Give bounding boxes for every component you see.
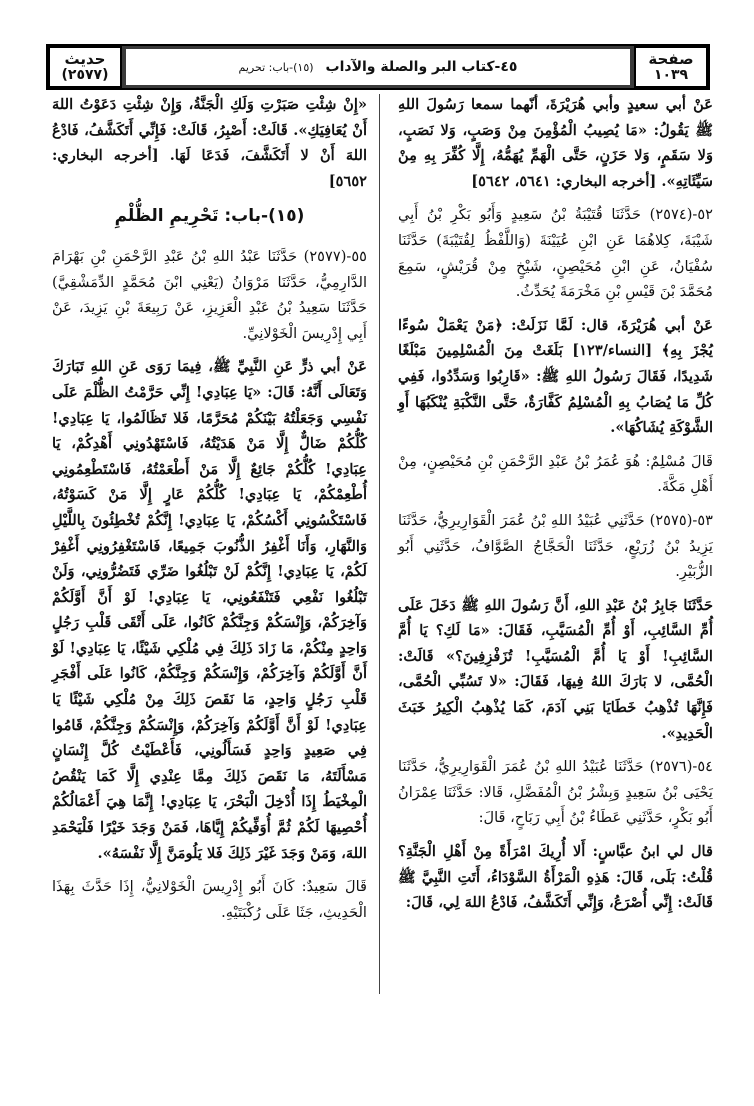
paragraph: قَالَ مُسْلِمٌ: هُوَ عُمَرُ بْنُ عَبْدِ الرَّحْمَنِ بْنِ مُحَيْصِنٍ، مِنْ أَهْلِ مَكَّةَ. xyxy=(398,452,713,496)
left-column xyxy=(52,92,367,933)
hadith-label: حديث xyxy=(64,49,106,68)
column-divider xyxy=(379,94,380,994)
paragraph: عَنْ أبي ذرٍّ عَنِ النَّبِيِّ ﷺ، فِيمَا رَوَى عَنِ اللهِ تَبَارَكَ وَتَعَالَى أَنَّهُ: قَالَ: «يَا عِبَادِي! إِنِّي حَرَّمْتُ الظُّلْمَ عَلَى نَفْسِي وَجَعَلْتُهُ بَيْنَكُمْ مُحَرَّمًا، فَلا تَظَالَمُوا، يَا عِبَادِي! كُلُّكُمْ ضَالٌّ إِلَّا مَنْ هَدَيْتُهُ، فَاسْتَهْدُونِي أَهْدِكُمْ، يَا عِبَادِي! كُلُّكُمْ جَائِعٌ إِلَّا مَنْ أَطْعَمْتُهُ، فَاسْتَطْعِمُونِي أُطْعِمْكُمْ، يَا عِبَادِي! كُلُّكُمْ عَارٍ إِلَّا مَنْ كَسَوْتُهُ، فَاسْتَكْسُونِي أَكْسُكُمْ، يَا عِبَادِي! إِنَّكُمْ تُخْطِئُونَ بِاللَّيْلِ وَالنَّهَارِ، وَأَنَا أَغْفِرُ الذُّنُوبَ جَمِيعًا، فَاسْتَغْفِرُونِي أَغْفِرْ لَكُمْ، يَا عِبَادِي! إِنَّكُمْ لَنْ تَبْلُغُوا ضَرِّي فَتَضُرُّونِي، وَلَنْ تَبْلُغُوا نَفْعِي فَتَنْفَعُونِي، يَا عِبَادِي! لَوْ أَنَّ أَوَّلَكُمْ وَآخِرَكُمْ، وَإِنْسَكُمْ وَجِنَّكُمْ كَانُوا، عَلَى أَتْقَى قَلْبِ رَجُلٍ وَاحِدٍ مِنْكُمْ، مَا زَادَ ذَلِكَ فِي مُلْكِي شَيْئًا، يَا عِبَادِي! لَوْ أَنَّ أَوَّلَكُمْ وَآخِرَكُمْ، وَإِنْسَكُمْ وَجِنَّكُمْ، كَانُوا عَلَى أَفْجَرِ قَلْبِ رَجُلٍ وَاحِدٍ، مَا نَقَصَ ذَلِكَ مِنْ مُلْكِي شَيْئًا يَا عِبَادِي! لَوْ أَنَّ أَوَّلَكُمْ وَآخِرَكُمْ، وَإِنْسَكُمْ وَجِنَّكُمْ، قَامُوا فِي صَعِيدٍ وَاحِدٍ فَسَأَلُونِي، فَأَعْطَيْتُ كُلَّ إِنْسَانٍ مَسْأَلَتَهُ، مَا نَقَصَ ذَلِكَ مِمَّا عِنْدِي إِلَّا كَمَا يَنْقُصُ الْمِخْيَطُ إِذَا أُدْخِلَ الْبَحْرَ، يَا عِبَادِي! إِنَّمَا هِيَ أَعْمَالُكُمْ أُحْصِيهَا لَكُمْ ثُمَّ أُوَفِّيكُمْ إِيَّاهَا، فَمَنْ وَجَدَ خَيْرًا فَلْيَحْمَدِ اللهَ، وَمَنْ وَجَدَ غَيْرَ ذَلِكَ فَلا يَلُومَنَّ إِلَّا نَفْسَهُ». xyxy=(52,358,367,862)
paragraph: قَالَ سَعِيدٌ: كَانَ أَبُو إِدْرِيسَ الْخَوْلانِيُّ، إِذَا حَدَّثَ بِهَذَا الْحَدِيثِ، جَثَا عَلَى رُكْبَتَيْهِ. xyxy=(52,878,367,921)
paragraph: ٥٥-(٢٥٧٧) حَدَّثَنَا عَبْدُ اللهِ بْنُ عَبْدِ الرَّحْمَنِ بْنِ بَهْرَامَ الدَّارِمِيُّ، حَدَّثَنَا مَرْوَانُ (يَعْنِي ابْنَ مُحَمَّدٍ الدِّمَشْقِيَّ) حَدَّثَنَا سَعِيدُ بْنُ عَبْدِ الْعَزِيزِ، عَنْ رَبِيعَةَ بْنِ يَزِيدَ، عَنْ أَبِي إِدْرِيسَ الْخَوْلانِيِّ. xyxy=(52,247,367,342)
right-column xyxy=(398,92,713,924)
paragraph: ٥٣-(٢٥٧٥) حَدَّثَنِي عُبَيْدُ اللهِ بْنُ عُمَرَ الْقَوَارِيرِيُّ، حَدَّثَنَا يَزِيدُ بْنُ زُرَيْعٍ، حَدَّثَنَا الْحَجَّاجُ الصَّوَّافُ، حَدَّثَنِي أَبُو الزُّبَيْرِ. xyxy=(398,511,713,581)
paragraph: «إِنْ شِئْتِ صَبَرْتِ وَلَكِ الْجَنَّةُ، وَإِنْ شِئْتِ دَعَوْتُ اللهَ أَنْ يُعَافِيَكِ». قَالَتْ: أَصْبِرُ، قَالَتْ: فَإِنِّي أَتَكَشَّفُ، فَادْعُ اللهَ أَنْ لا أَتَكَشَّفَ، فَدَعَا لَهَا. [أخرجه البخاري: ٥٦٥٢] xyxy=(52,96,367,190)
paragraph: قال لي ابنُ عبَّاسٍ: أَلا أُرِيكَ امْرَأَةً مِنْ أَهْلِ الْجَنَّةِ؟ قُلْتُ: بَلَى، قَالَ: هَذِهِ الْمَرْأَةُ السَّوْدَاءُ، أَتَتِ النَّبِيَّ ﷺ قَالَتْ: إِنِّي أُصْرَعُ، وَإِنِّي أَتَكَشَّفُ، فَادْعُ اللهَ لِي، قَالَ: xyxy=(398,843,713,912)
paragraph: عَنْ أبي سعيدٍ وأبي هُرَيْرَةَ، أنّهما سمعا رَسُولَ اللهِ ﷺ يَقُولُ: «مَا يُصِيبُ الْمُؤْمِنَ مِنْ وَصَبٍ، وَلا نَصَبٍ، وَلا سَقَمٍ، وَلا حَزَنٍ، حَتَّى الْهَمِّ يُهَمُّهُ، إِلَّا كُفِّرَ بِهِ مِنْ سَيِّئَاتِهِ». [أخرجه البخاري: ٥٦٤١، ٥٦٤٢] xyxy=(398,96,713,190)
paragraph: ٥٢-(٢٥٧٤) حَدَّثَنَا قُتَيْبَةُ بْنُ سَعِيدٍ وَأَبُو بَكْرِ بْنُ أَبِي شَيْبَةَ، كِلاهُمَا عَنِ ابْنِ عُيَيْنَةَ (وَاللَّفْظُ لِقُتَيْبَةَ) حَدَّثَنَا سُفْيَانُ، عَنِ ابْنِ مُحَيْصِنٍ، شَيْخٍ مِنْ قُرَيْشٍ، سَمِعَ مُحَمَّدَ بْنَ قَيْسِ بْنِ مَخْرَمَةَ يُحَدِّثُ. xyxy=(398,206,713,301)
page-label: صفحة xyxy=(648,49,694,68)
paragraph: ٥٤-(٢٥٧٦) حَدَّثَنَا عُبَيْدُ اللهِ بْنُ عُمَرَ الْقَوَارِيرِيُّ، حَدَّثَنَا يَحْيَى بْنُ سَعِيدٍ وَبِشْرُ بْنُ الْمُفَضَّلِ، قَالا: حَدَّثَنَا عِمْرَانُ أَبُو بَكْرٍ، حَدَّثَنِي عَطَاءُ بْنُ أَبِي رَبَاحٍ، قَالَ: xyxy=(398,758,713,827)
page-number: ١٠٣٩ xyxy=(653,66,689,83)
page-header xyxy=(46,44,710,90)
running-title xyxy=(126,49,630,85)
chapter-title: (١٥)-باب: تحريم xyxy=(238,60,314,74)
hadith-number-box xyxy=(48,46,122,88)
section-heading: (١٥)-باب: تَحْرِيمِ الظُّلْمِ xyxy=(114,206,305,227)
book-title: ٤٥-كتاب البر والصلة والآداب xyxy=(325,59,518,75)
page-number-box xyxy=(634,46,708,88)
paragraph: عَنْ أبي هُرَيْرَةَ، قال: لَمَّا نَزَلَتْ: ﴿مَنْ يَعْمَلْ سُوءًا يُجْزَ بِهِ﴾ [النساء/١٢٣] بَلَغَتْ مِنَ الْمُسْلِمِينَ مَبْلَغًا شَدِيدًا، فَقَالَ رَسُولُ اللهِ ﷺ: «قَارِبُوا وَسَدِّدُوا، فَفِي كُلِّ مَا يُصَابُ بِهِ الْمُسْلِمُ كَفَّارَةٌ، حَتَّى النَّكْبَةِ يُنْكَبُهَا أَوِ الشَّوْكَةِ يُشَاكُهَا». xyxy=(398,316,713,437)
paragraph: حَدَّثَنَا جَابِرُ بْنُ عَبْدِ اللهِ، أَنَّ رَسُولَ اللهِ ﷺ دَخَلَ عَلَى أُمِّ السَّائِبِ، أَوْ أُمِّ الْمُسَيَّبِ، فَقَالَ: «مَا لَكِ؟ يَا أُمَّ السَّائِبِ! أَوْ يَا أُمَّ الْمُسَيَّبِ! تُزَفْزِفِينَ؟» قَالَتْ: الْحُمَّى، لا بَارَكَ اللهُ فِيهَا، فَقَالَ: «لا تَسُبِّي الْحُمَّى، فَإِنَّهَا تُذْهِبُ خَطَايَا بَنِي آدَمَ، كَمَا يُذْهِبُ الْكِيرُ خَبَثَ الْحَدِيدِ». xyxy=(398,596,713,742)
hadith-number: (٢٥٧٧) xyxy=(61,66,109,83)
